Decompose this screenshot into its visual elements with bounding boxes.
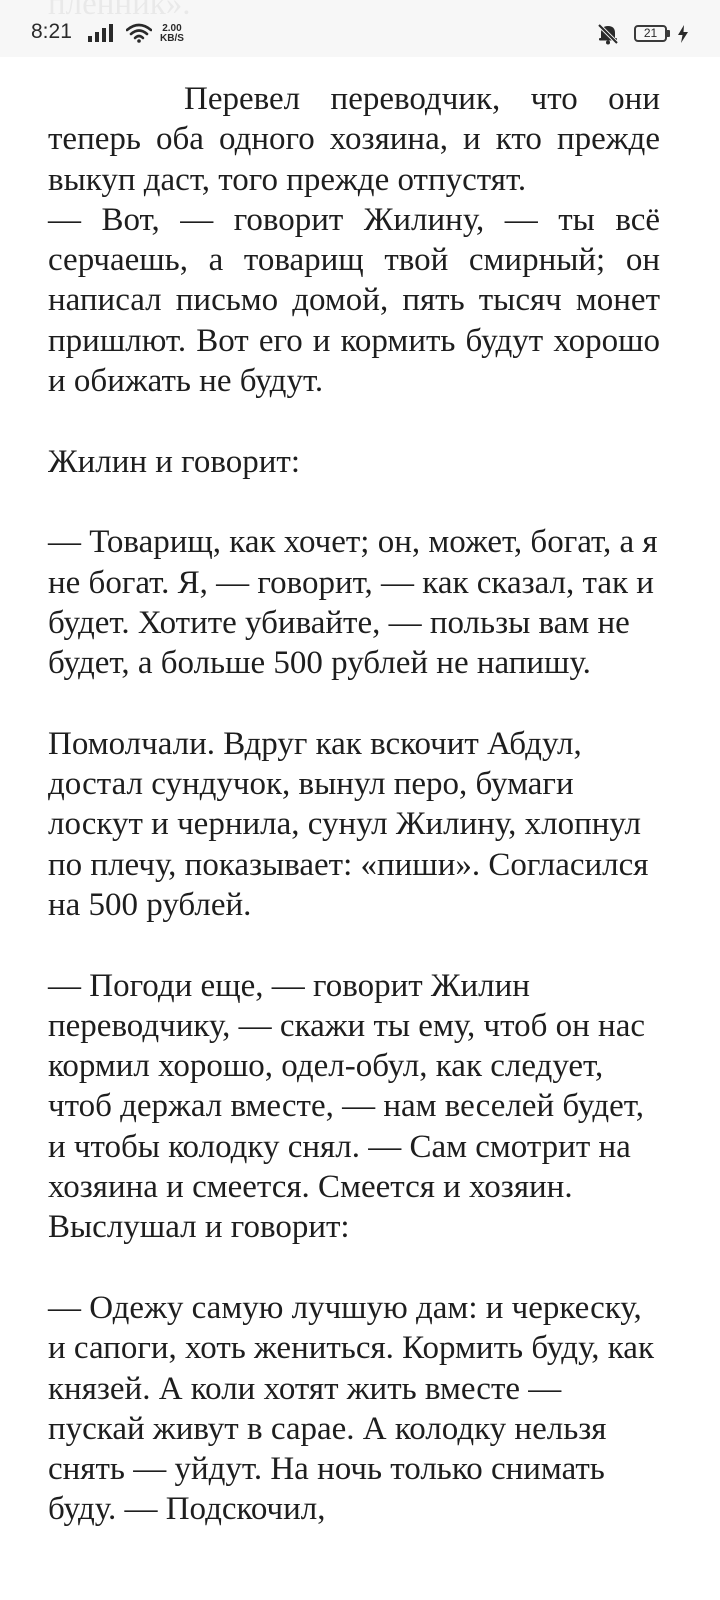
bell-muted-icon [596,22,620,46]
battery-icon [634,25,667,42]
battery-level: 21 [643,26,658,40]
paragraph: Помолчали. Вдруг как вскочит Абдул, достал сундучок, вынул перо, бумаги лоскут и чернила, сунул Жилину, хлопнул по плечу, показывает: «пиши». Согласился на 500 рублей. [48,725,649,923]
wifi-icon [126,23,152,43]
paragraph: Жилин и говорит: [48,443,300,480]
paragraph-line: Перевел переводчик, что они теперь оба одного хозяина, и кто прежде выкуп даст, того прежде отпустят. [48,81,660,198]
paragraph: — Одежу самую лучшую дам: и черкеску, и сапоги, хоть жениться. Кормить буду, как князей. А коли хотят жить вместе — пускай живут в сарае. А колодку нельзя снять — уйдут. На ночь только снимать буду. — Подскочил, [48,1289,654,1528]
status-time: 8:21 [31,20,72,43]
book-text [48,79,660,1570]
status-bar [0,0,720,57]
paragraph [48,79,660,401]
network-speed [160,24,184,44]
network-speed-value: 2.00 [162,23,182,34]
battery-cap [667,30,670,37]
paragraph: — Товарищ, как хочет; он, может, богат, а я не богат. Я, — говорит, — как сказал, так и будет. Хотите убивайте, — пользы вам не будет, а больше 500 рублей не напишу. [48,524,658,682]
paragraph: — Погоди еще, — говорит Жилин переводчику, — скажи ты ему, чтоб он нас кормил хорошо, одел-обул, как следует, чтоб держал вместе, — нам веселей будет, и чтобы колодку снял. — Сам смотрит на хозяина и смеется. Смеется и хозяин. Выслушал и говорит: [48,967,646,1246]
network-speed-unit: KB/S [160,33,184,44]
paragraph-line: — Вот, — говорит Жилину, — ты всё серчаешь, а товарищ твой смирный; он написал письмо домой, пять тысяч монет пришлют. Вот его и кормить будут хорошо и обижать не будут. [48,201,660,400]
charging-icon [677,25,689,43]
signal-icon [88,24,114,42]
